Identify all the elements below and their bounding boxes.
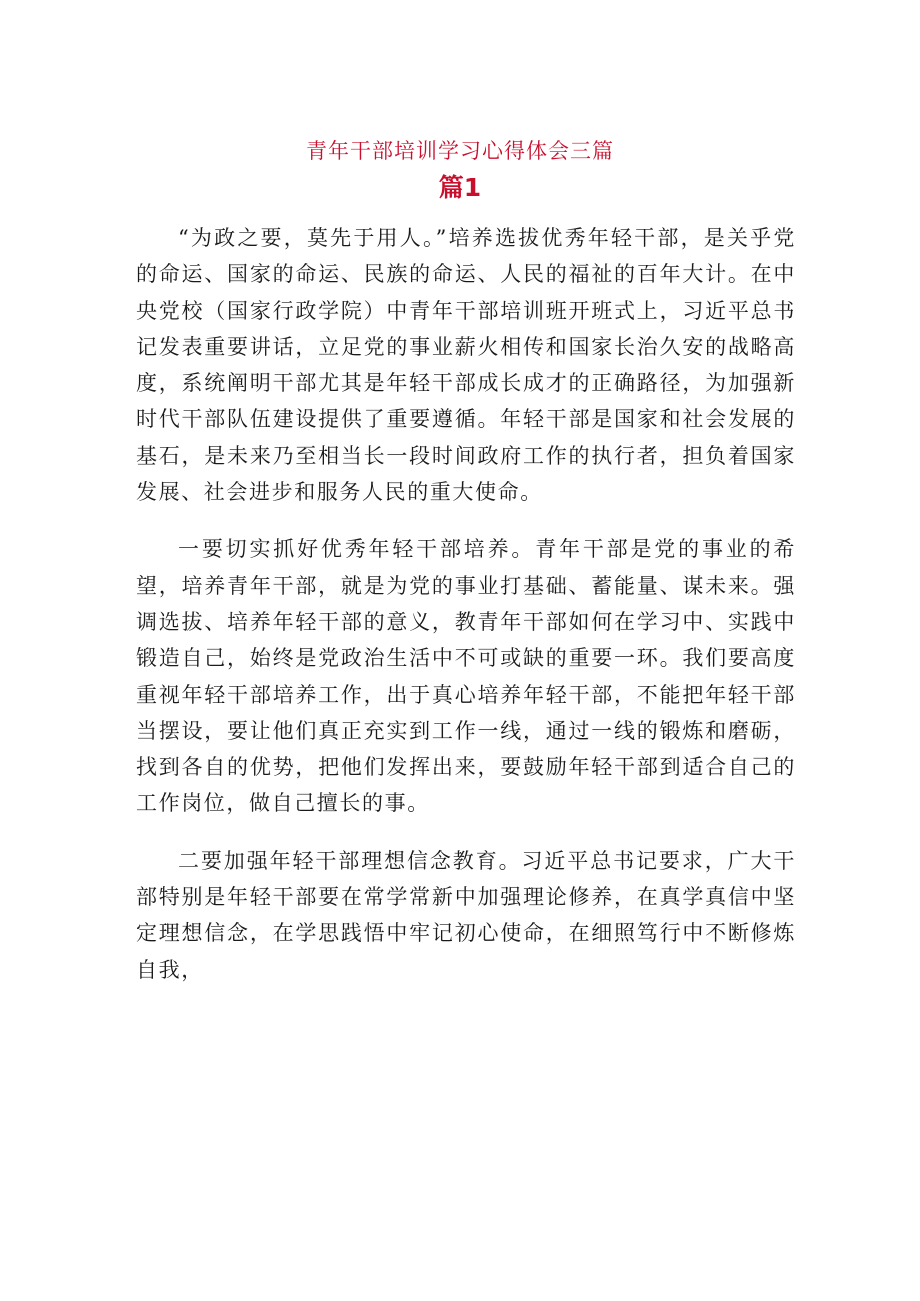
section-heading: 篇1	[438, 173, 482, 202]
paragraph-3: 二要加强年轻干部理想信念教育。习近平总书记要求，广大干部特别是年轻干部要在常学常新中加强理论修养，在真学真信中坚定理想信念，在学思践悟中牢记初心使命，在细照笃行中不断修炼自我，	[136, 848, 796, 982]
document-title: 青年干部培训学习心得体会三篇	[306, 139, 614, 163]
paragraph-2: 一要切实抓好优秀年轻干部培养。青年干部是党的事业的希望，培养青年干部，就是为党的事业打基础、蓄能量、谋未来。强调选拔、培养年轻干部的意义，教青年干部如何在学习中、实践中锻造自己，始终是党政治生活中不可或缺的重要一环。我们要高度重视年轻干部培养工作，出于真心培养年轻干部，不能把年轻干部当摆设，要让他们真正充实到工作一线，通过一线的锻炼和磨砺，找到各自的优势，把他们发挥出来，要鼓励年轻干部到适合自己的工作岗位，做自己擅长的事。	[136, 537, 796, 816]
document-body	[136, 220, 796, 988]
paragraph-1: “为政之要，莫先于用人。”培养选拔优秀年轻干部，是关乎党的命运、国家的命运、民族的命运、人民的福祉的百年大计。在中央党校（国家行政学院）中青年干部培训班开班式上，习近平总书记发表重要讲话，立足党的事业薪火相传和国家长治久安的战略高度，系统阐明干部尤其是年轻干部成长成才的正确路径，为加强新时代干部队伍建设提供了重要遵循。年轻干部是国家和社会发展的基石，是未来乃至相当长一段时间政府工作的执行者，担负着国家发展、社会进步和服务人民的重大使命。	[136, 226, 796, 505]
